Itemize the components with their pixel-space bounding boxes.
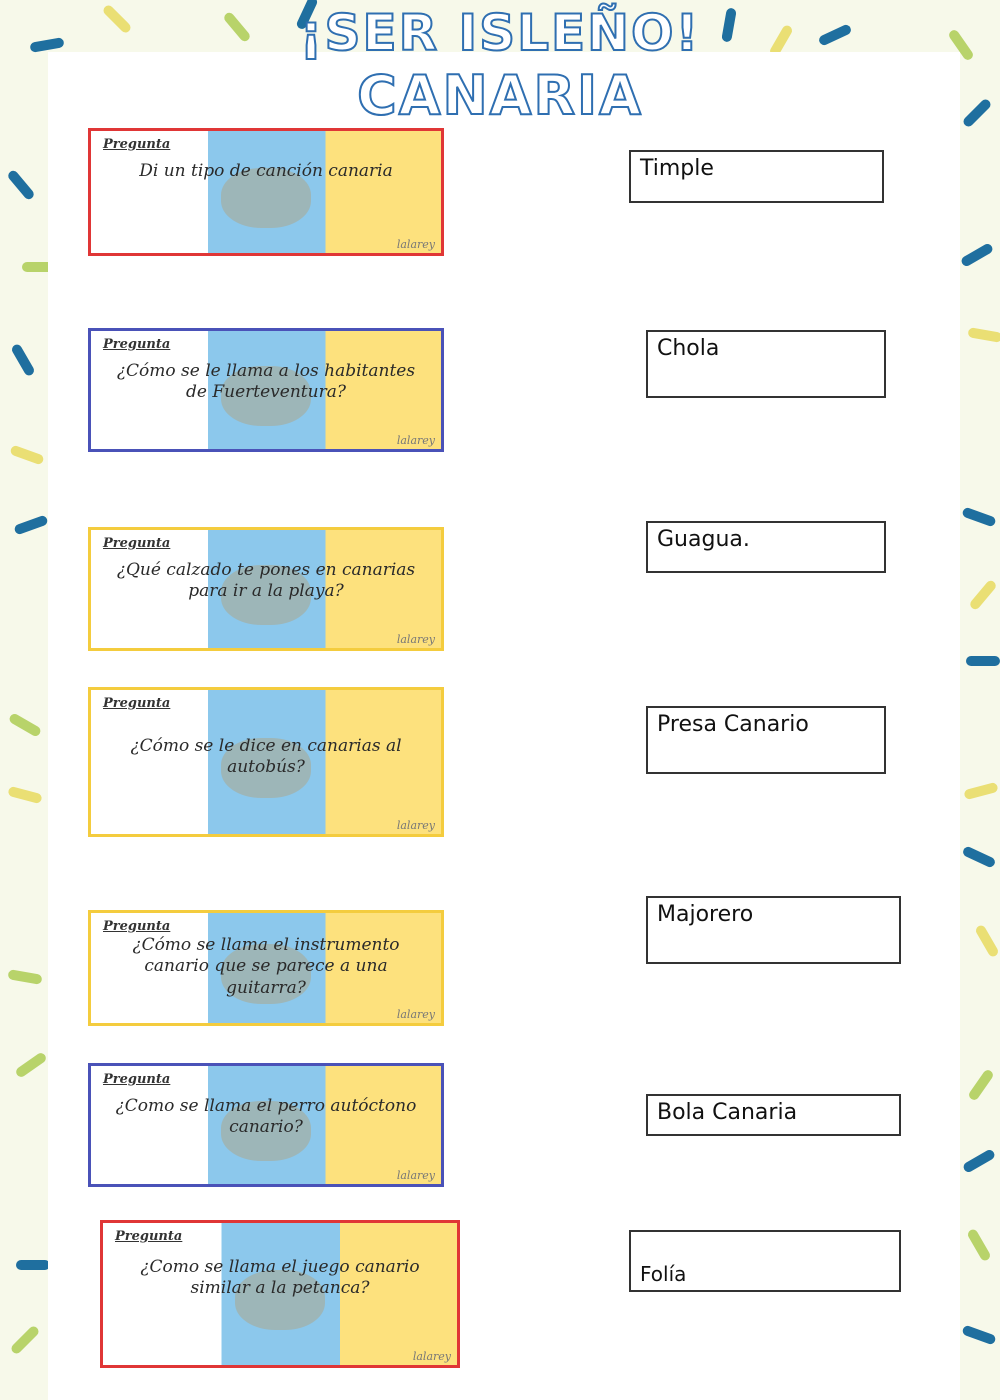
question-card-6[interactable] [88,1063,444,1187]
sprinkle [9,444,44,465]
answer-box-4[interactable]: Presa Canario [646,706,886,774]
question-card-1[interactable] [88,128,444,256]
sprinkle [14,1051,48,1079]
card-signature: lalarey [396,1169,435,1182]
sprinkle [963,782,998,800]
question-text: ¿Cómo se le llama a los habitantes de Fuerteventura? [116,361,416,403]
sprinkle [9,1324,40,1355]
card-label: Pregunta [103,696,171,711]
question-card-2[interactable] [88,328,444,452]
card-signature: lalarey [412,1350,451,1363]
question-text: ¿Cómo se llama el instrumento canario que se parece a una guitarra? [132,935,400,998]
sprinkle [13,514,48,535]
question-card-3[interactable] [88,527,444,651]
card-label: Pregunta [115,1229,183,1244]
sprinkle [961,845,996,868]
card-signature: lalarey [396,238,435,251]
sprinkle [967,327,1000,343]
answer-box-7[interactable]: Folía [629,1230,901,1292]
sprinkle [7,786,42,804]
card-label: Pregunta [103,137,171,152]
card-signature: lalarey [396,633,435,646]
sprinkle [962,1148,996,1174]
title-line-1: ¡SER ISLEÑO! [299,4,701,62]
card-signature: lalarey [396,1008,435,1021]
sprinkle [16,1260,50,1270]
sprinkle [974,924,1000,958]
sprinkle [960,242,994,268]
sprinkle [6,169,36,201]
question-text: ¿Qué calzado te pones en canarias para ir a la playa? [116,560,416,602]
card-signature: lalarey [396,819,435,832]
sprinkle [7,969,42,985]
answer-box-6[interactable]: Bola Canaria [646,1094,901,1136]
answer-box-2[interactable]: Chola [646,330,886,398]
question-text: ¿Cómo se le dice en canarias al autobús? [130,736,402,778]
sprinkle [961,1324,996,1345]
sprinkle [10,343,36,377]
sprinkle [966,1228,992,1262]
sprinkle [966,656,1000,666]
question-text: ¿Como se llama el perro autóctono canario? [115,1096,417,1138]
question-text: Di un tipo de canción canaria [139,161,393,181]
card-signature: lalarey [396,434,435,447]
question-card-5[interactable] [88,910,444,1026]
card-label: Pregunta [103,1072,171,1087]
question-card-7[interactable] [100,1220,460,1368]
card-label: Pregunta [103,337,171,352]
question-text: ¿Como se llama el juego canario similar a la petanca? [140,1257,420,1299]
sprinkle [961,506,996,527]
title-line-2: CANARIA [357,64,643,127]
sprinkle [8,712,42,738]
card-label: Pregunta [103,536,171,551]
answer-box-1[interactable]: Timple [629,150,884,203]
answer-box-5[interactable]: Majorero [646,896,901,964]
card-label: Pregunta [103,919,171,934]
sprinkle [967,1068,995,1102]
answer-box-3[interactable]: Guagua. [646,521,886,573]
question-card-4[interactable] [88,687,444,837]
sprinkle [968,579,998,611]
